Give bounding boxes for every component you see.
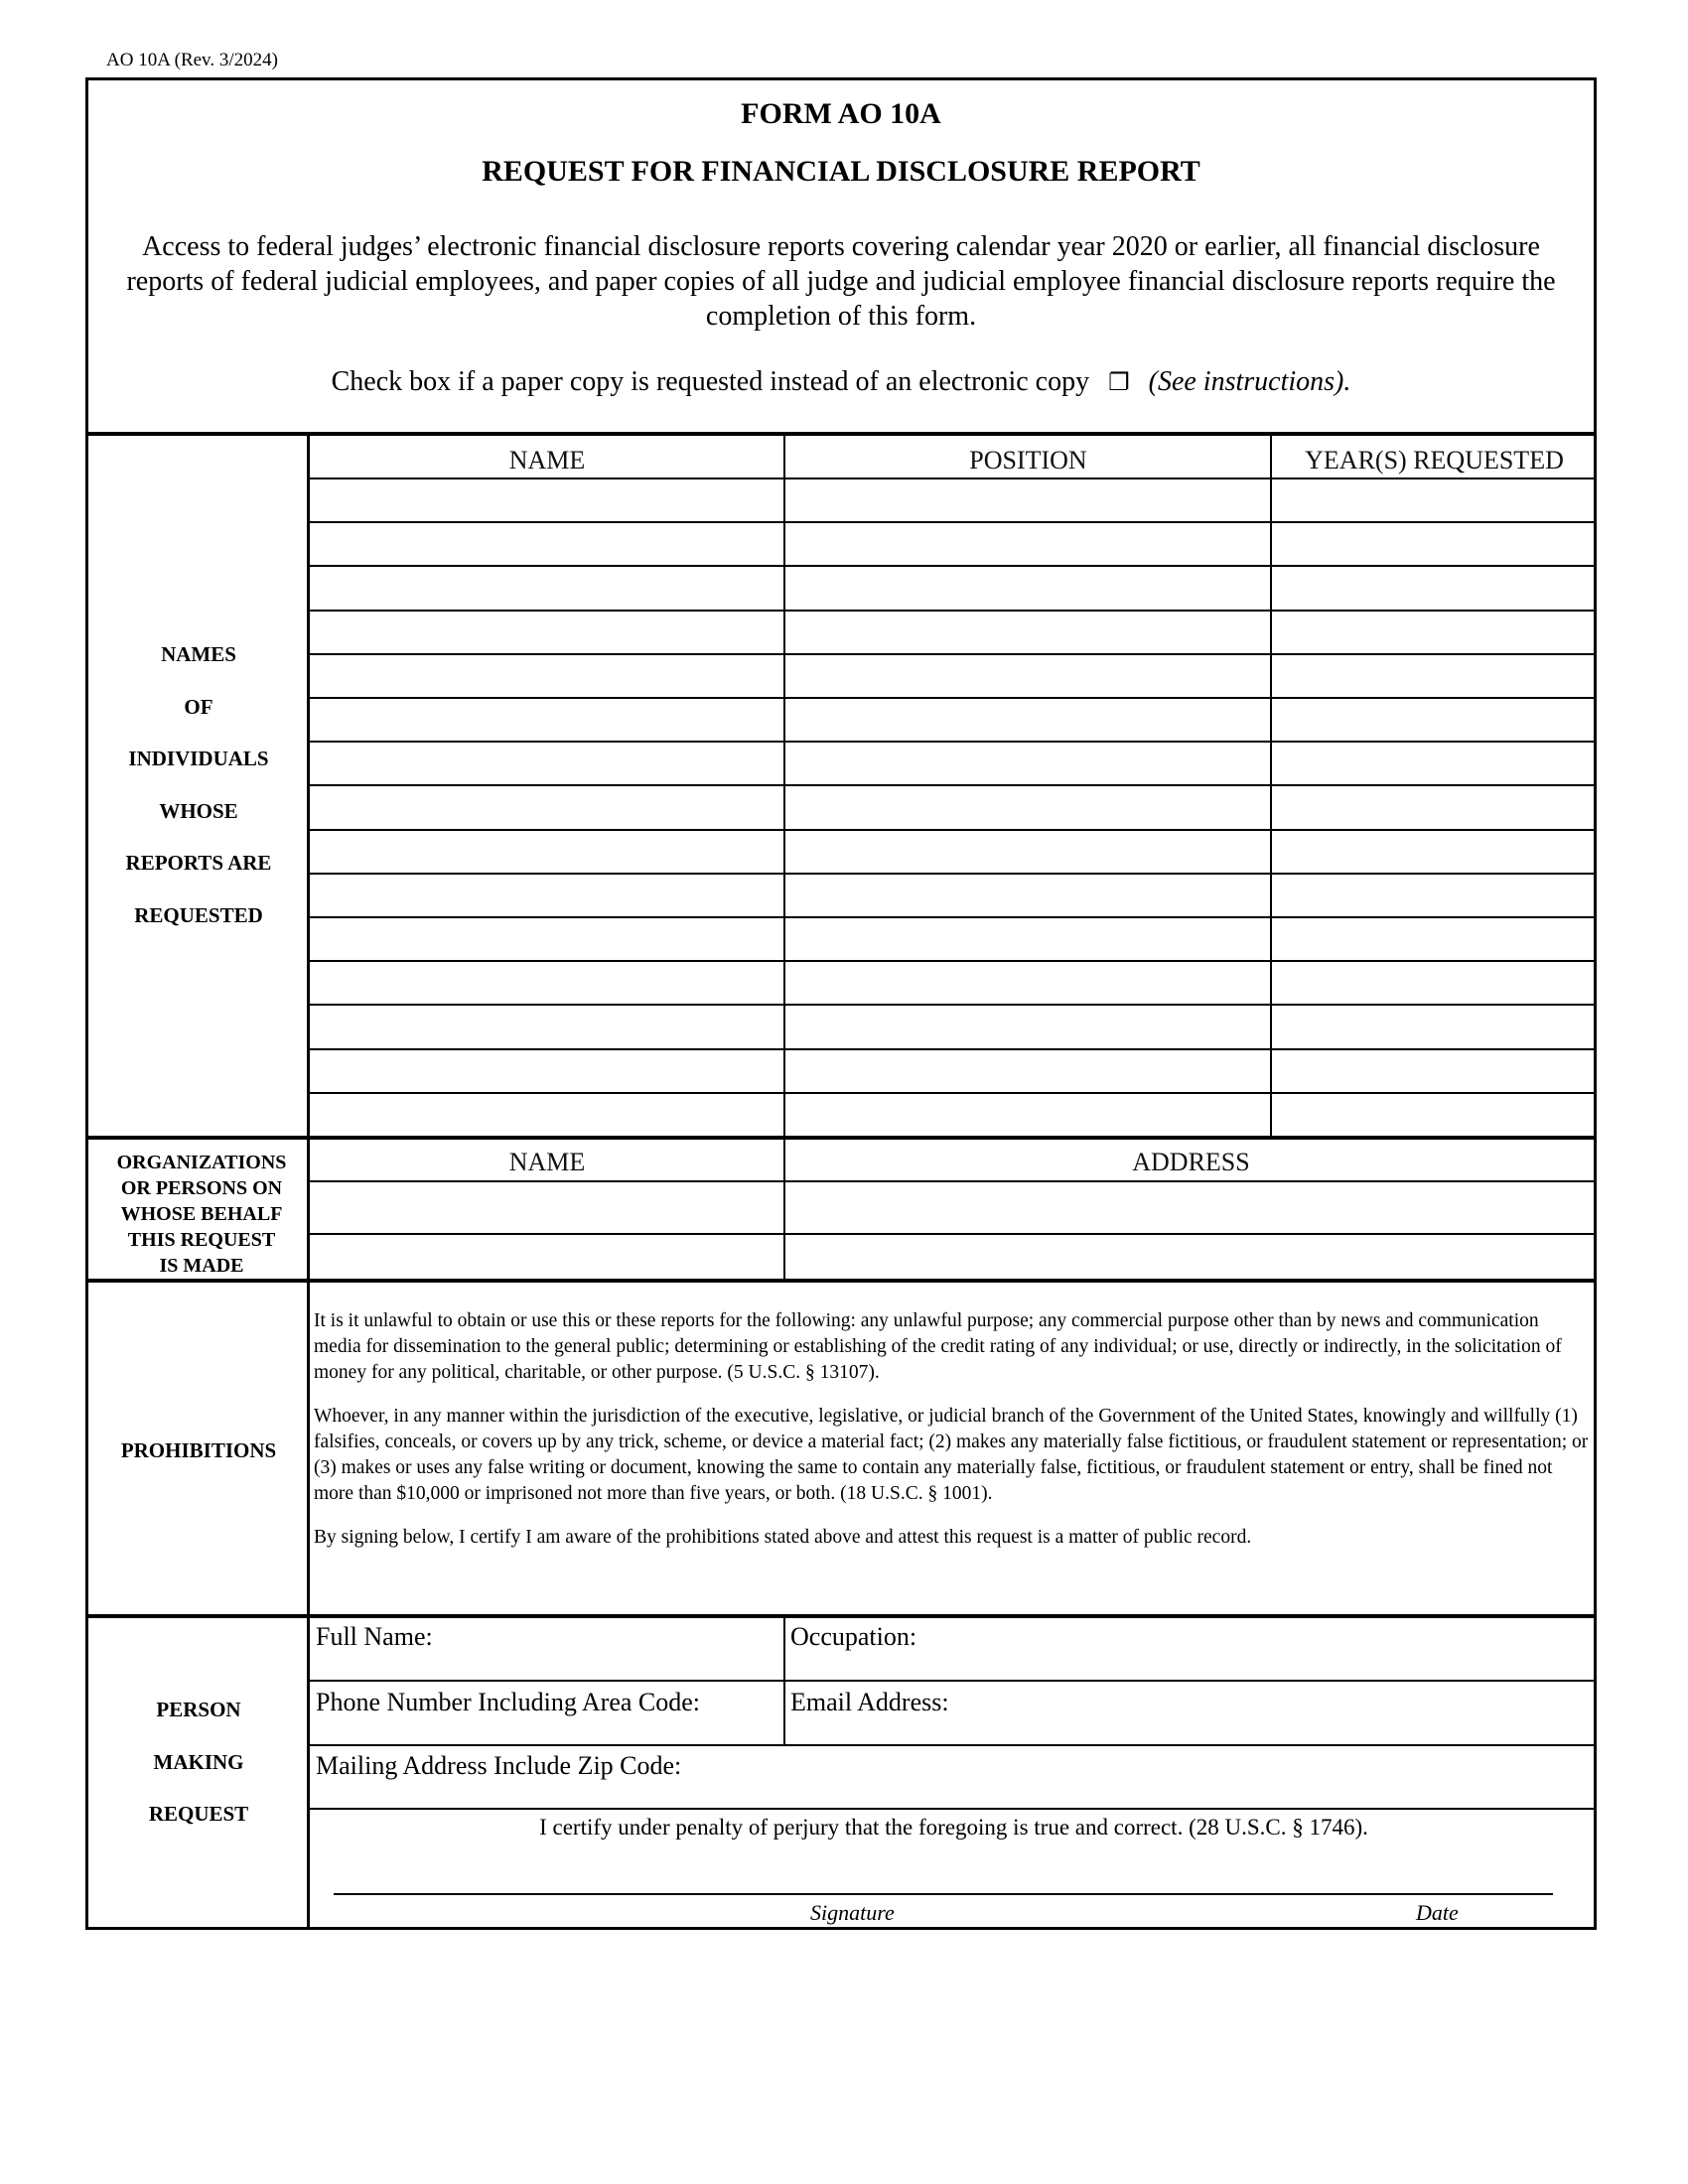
prohibition-paragraph: Whoever, in any manner within the jurisdiction of the executive, legislative, or judicial branch of the Government of the United States, knowingly and willfully (1) falsifies, conceals, or covers up by any trick, scheme, or device a material fact; (2) makes any materially false fictitious, or fraudulent statement or representation; or (3) makes or uses any false writing or document, knowing the same to contain any materially false, fictitious, or fraudulent statement or entry, shall be fined not more than $10,000 or imprisoned not more than five years, or both. (18 U.S.C. § 1001). [314, 1406, 1589, 1504]
prohibition-paragraph: It is it unlawful to obtain or use this or these reports for the following: any unlawful purpose; any commercial purpose other than by news and communication media for dissemination to the general public; determining or establishing of the credit rating of any individual; or use, directly or indirectly, in the solicitation of money for any political, charitable, or other purpose. (5 U.S.C. § 13107). [314, 1310, 1562, 1383]
side-label-line: THIS REQUEST [127, 1229, 276, 1251]
full-name-input[interactable] [467, 1620, 779, 1676]
individual-years-input[interactable] [1272, 743, 1595, 783]
email-input[interactable] [968, 1684, 1593, 1741]
individual-name-input[interactable] [310, 479, 783, 520]
individuals-side-label [95, 642, 302, 955]
section-divider [85, 1279, 1597, 1283]
side-label-line: NAMES [161, 642, 236, 666]
signature-field[interactable] [334, 1850, 1327, 1892]
prohibitions-side-label: PROHIBITIONS [120, 1438, 277, 1462]
section-divider [85, 1136, 1597, 1140]
org-name-input[interactable] [310, 1235, 783, 1279]
organizations-col-address: ADDRESS [1132, 1148, 1250, 1176]
side-label-line: WHOSE BEHALF [120, 1203, 283, 1225]
individuals-col-position: POSITION [969, 446, 1087, 475]
individual-position-input[interactable] [785, 962, 1270, 1003]
full-name-label: Full Name: [316, 1622, 433, 1651]
individual-name-input[interactable] [310, 1094, 783, 1135]
org-name-input[interactable] [310, 1182, 783, 1233]
side-label-line: IS MADE [159, 1255, 244, 1277]
side-label-line: INDIVIDUALS [128, 747, 269, 770]
individual-years-input[interactable] [1272, 875, 1595, 915]
individual-name-input[interactable] [310, 831, 783, 872]
requester-side-label [95, 1698, 302, 1854]
form-revision: AO 10A (Rev. 3/2024) [106, 50, 278, 70]
individual-position-input[interactable] [785, 1094, 1270, 1135]
individual-name-input[interactable] [310, 699, 783, 740]
occupation-input[interactable] [933, 1620, 1593, 1676]
individual-years-input[interactable] [1272, 1006, 1595, 1046]
mailing-address-label: Mailing Address Include Zip Code: [316, 1751, 682, 1780]
individual-position-input[interactable] [785, 1050, 1270, 1091]
org-address-input[interactable] [785, 1182, 1595, 1233]
individual-position-input[interactable] [785, 699, 1270, 740]
paper-copy-line [85, 366, 1597, 398]
individual-position-input[interactable] [785, 786, 1270, 827]
organizations-col-name: NAME [508, 1148, 586, 1176]
side-label-line: WHOSE [159, 798, 238, 823]
individual-years-input[interactable] [1272, 567, 1595, 608]
individual-name-input[interactable] [310, 523, 783, 564]
signature-label: Signature [810, 1900, 895, 1925]
side-label-line: REQUESTED [134, 902, 263, 927]
paper-copy-checkbox[interactable]: ❐ [1108, 368, 1130, 396]
individual-name-input[interactable] [310, 612, 783, 652]
prohibitions-text [314, 1308, 1590, 1569]
phone-input[interactable] [725, 1684, 780, 1741]
side-label-line: OR PERSONS ON [120, 1177, 283, 1199]
side-label-line: ORGANIZATIONS [116, 1152, 287, 1173]
perjury-certification: I certify under penalty of perjury that the foregoing is true and correct. (28 U.S.C. § 1746). [539, 1815, 1368, 1840]
individual-name-input[interactable] [310, 962, 783, 1003]
row-line [309, 1808, 1597, 1810]
individual-position-input[interactable] [785, 655, 1270, 696]
side-label-line: OF [184, 694, 213, 719]
individual-years-input[interactable] [1272, 699, 1595, 740]
individual-position-input[interactable] [785, 612, 1270, 652]
prohibition-paragraph: By signing below, I certify I am aware of the prohibitions stated above and attest this request is a matter of public record. [314, 1527, 1252, 1548]
individual-years-input[interactable] [1272, 479, 1595, 520]
individual-name-input[interactable] [310, 1006, 783, 1046]
paper-copy-note: (See instructions). [1148, 366, 1351, 397]
individual-years-input[interactable] [1272, 918, 1595, 959]
mailing-address-input[interactable] [715, 1748, 1593, 1806]
individual-years-input[interactable] [1272, 831, 1595, 872]
section-divider [85, 432, 1597, 436]
individuals-col-years: YEAR(S) REQUESTED [1305, 446, 1564, 475]
phone-label: Phone Number Including Area Code: [316, 1688, 701, 1716]
signature-line [334, 1893, 1553, 1895]
individual-years-input[interactable] [1272, 655, 1595, 696]
side-label-line: PERSON [156, 1698, 241, 1721]
form-subtitle: REQUEST FOR FINANCIAL DISCLOSURE REPORT [482, 155, 1200, 188]
date-label: Date [1416, 1900, 1459, 1925]
individual-position-input[interactable] [785, 743, 1270, 783]
individual-name-input[interactable] [310, 655, 783, 696]
date-field[interactable] [1340, 1850, 1553, 1892]
individual-name-input[interactable] [310, 1050, 783, 1091]
row-line [309, 1744, 1597, 1746]
individual-position-input[interactable] [785, 523, 1270, 564]
paper-copy-label: Check box if a paper copy is requested instead of an electronic copy [331, 366, 1090, 397]
individual-name-input[interactable] [310, 786, 783, 827]
individual-position-input[interactable] [785, 1006, 1270, 1046]
side-label-line: REQUEST [148, 1802, 249, 1826]
organizations-side-label [95, 1150, 308, 1279]
individual-years-input[interactable] [1272, 1094, 1595, 1135]
individual-name-input[interactable] [310, 567, 783, 608]
individual-position-input[interactable] [785, 479, 1270, 520]
individual-position-input[interactable] [785, 567, 1270, 608]
individual-name-input[interactable] [310, 743, 783, 783]
individual-years-input[interactable] [1272, 786, 1595, 827]
row-line [309, 1680, 1597, 1682]
individual-position-input[interactable] [785, 831, 1270, 872]
individual-years-input[interactable] [1272, 612, 1595, 652]
individual-name-input[interactable] [310, 875, 783, 915]
individual-years-input[interactable] [1272, 1050, 1595, 1091]
side-label-line: REPORTS ARE [125, 851, 272, 875]
occupation-label: Occupation: [790, 1622, 917, 1651]
individual-years-input[interactable] [1272, 523, 1595, 564]
individuals-col-name: NAME [508, 446, 586, 475]
form-title: FORM AO 10A [741, 97, 941, 130]
column-divider [307, 1616, 310, 1928]
individual-position-input[interactable] [785, 875, 1270, 915]
intro-text: Access to federal judges’ electronic financial disclosure reports covering calendar year 2020 or earlier, all financial disclosure reports of federal judicial employees, and paper copies of all judge and judicial employee financial disclosure reports require the completion of this form. [126, 231, 1556, 332]
individual-years-input[interactable] [1272, 962, 1595, 1003]
side-label-line: MAKING [153, 1749, 244, 1774]
org-address-input[interactable] [785, 1235, 1595, 1279]
column-divider [307, 1281, 310, 1614]
email-label: Email Address: [790, 1688, 949, 1716]
individual-name-input[interactable] [310, 918, 783, 959]
individual-position-input[interactable] [785, 918, 1270, 959]
section-divider [85, 1614, 1597, 1618]
